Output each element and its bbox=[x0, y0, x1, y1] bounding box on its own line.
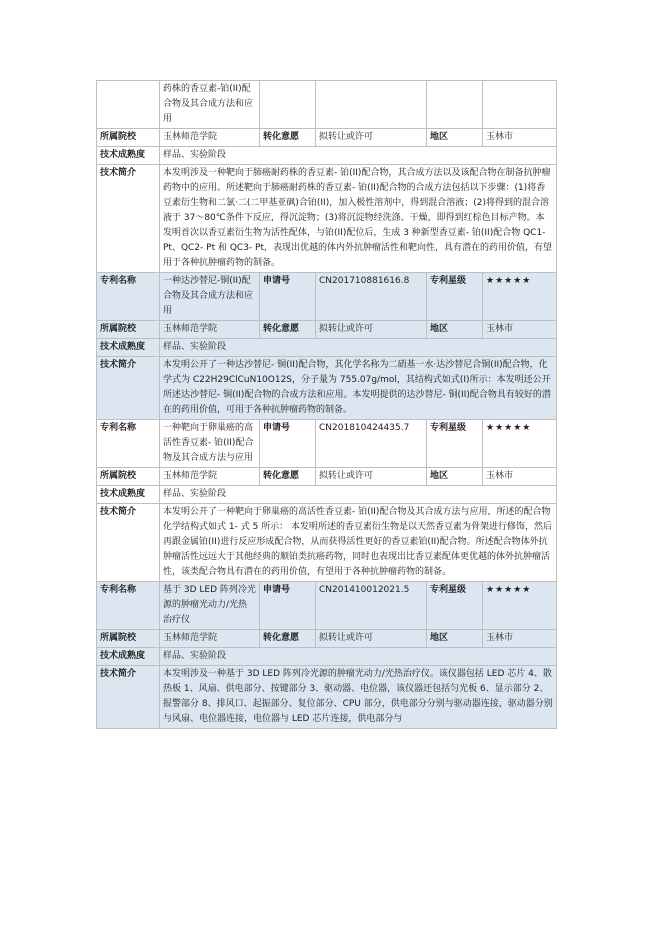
maturity-label: 技术成熟度 bbox=[97, 648, 160, 666]
maturity-label: 技术成熟度 bbox=[97, 486, 160, 504]
college-label: 所属院校 bbox=[97, 630, 160, 648]
patent-document bbox=[96, 80, 556, 729]
summary-row bbox=[97, 666, 557, 729]
patent-table bbox=[96, 80, 557, 729]
application-no-value: CN201810424435.7 bbox=[316, 420, 427, 468]
region-label: 地区 bbox=[427, 129, 483, 147]
summary-row bbox=[97, 504, 557, 582]
star-rating-label: 专利星级 bbox=[427, 582, 483, 630]
maturity-row bbox=[97, 486, 557, 504]
patent-name-row bbox=[97, 582, 557, 630]
college-value: 玉林师范学院 bbox=[160, 129, 260, 147]
maturity-value: 样品、实验阶段 bbox=[160, 486, 557, 504]
empty-cell bbox=[316, 81, 427, 129]
application-no-value: CN201710881616.8 bbox=[316, 273, 427, 321]
patent-name-row bbox=[97, 273, 557, 321]
summary-value: 本发明公开了一种达沙替尼- 铜(II)配合物，其化学名称为二硝基一水·达沙替尼合铜(II)配合物，化学式为 C22H29ClCuN10O12S，分子量为 755.07g/mol，其结构式如式(I)所示：本发明还公开所述达沙替尼- 铜(II)配合物的合成方法和应用。本发明提供的达沙替尼- 铜(II)配合物具有较好的潜在的药用价值，可用于各种抗肿瘤药物的制备。 bbox=[160, 357, 557, 420]
star-rating-value: ★★★★★ bbox=[483, 273, 557, 321]
star-rating-value: ★★★★★ bbox=[483, 420, 557, 468]
summary-label: 技术简介 bbox=[97, 504, 160, 582]
patent-name-label: 专利名称 bbox=[97, 582, 160, 630]
college-value: 玉林师范学院 bbox=[160, 468, 260, 486]
summary-value: 本发明涉及一种基于 3D LED 阵列冷光源的肿瘤光动力/光热治疗仪。该仪器包括 LED 芯片 4、散热板 1、风扇、供电部分、按键部分 3、驱动器、电位器，该仪器还包括匀光板 6、显示部分 2、报警部分 8、排风口、起振部分、复位部分、CPU 部分，供电部分分别与驱动器连接，驱动器分别与风扇、电位器连接，电位器与 LED 芯片连接，供电部分与 bbox=[160, 666, 557, 729]
patent-name-label: 专利名称 bbox=[97, 420, 160, 468]
application-no-label: 申请号 bbox=[260, 420, 316, 468]
empty-cell bbox=[427, 81, 483, 129]
college-value: 玉林师范学院 bbox=[160, 321, 260, 339]
summary-label: 技术简介 bbox=[97, 165, 160, 273]
application-no-label: 申请号 bbox=[260, 273, 316, 321]
summary-row bbox=[97, 165, 557, 273]
region-label: 地区 bbox=[427, 468, 483, 486]
patent-name-value: 药株的香豆素-铂(II)配合物及其合成方法和应用 bbox=[160, 81, 260, 129]
maturity-label: 技术成熟度 bbox=[97, 339, 160, 357]
summary-label: 技术简介 bbox=[97, 357, 160, 420]
transfer-label: 转化意愿 bbox=[260, 468, 316, 486]
college-row bbox=[97, 321, 557, 339]
patent-name-value: 基于 3D LED 阵列冷光源的肿瘤光动力/光热治疗仪 bbox=[160, 582, 260, 630]
empty-cell bbox=[97, 81, 160, 129]
maturity-value: 样品、实验阶段 bbox=[160, 147, 557, 165]
region-label: 地区 bbox=[427, 630, 483, 648]
region-value: 玉林市 bbox=[483, 468, 557, 486]
region-value: 玉林市 bbox=[483, 321, 557, 339]
application-no-value: CN201410012021.5 bbox=[316, 582, 427, 630]
region-value: 玉林市 bbox=[483, 129, 557, 147]
region-value: 玉林市 bbox=[483, 630, 557, 648]
college-row bbox=[97, 129, 557, 147]
star-rating-value: ★★★★★ bbox=[483, 582, 557, 630]
patent-name-row bbox=[97, 81, 557, 129]
maturity-row bbox=[97, 147, 557, 165]
region-label: 地区 bbox=[427, 321, 483, 339]
star-rating-label: 专利星级 bbox=[427, 420, 483, 468]
transfer-value: 拟转让或许可 bbox=[316, 468, 427, 486]
patent-name-row bbox=[97, 420, 557, 468]
maturity-value: 样品、实验阶段 bbox=[160, 339, 557, 357]
maturity-row bbox=[97, 648, 557, 666]
patent-name-value: 一种达沙替尼-铜(II)配合物及其合成方法和应用 bbox=[160, 273, 260, 321]
transfer-value: 拟转让或许可 bbox=[316, 630, 427, 648]
college-label: 所属院校 bbox=[97, 129, 160, 147]
college-label: 所属院校 bbox=[97, 468, 160, 486]
transfer-value: 拟转让或许可 bbox=[316, 129, 427, 147]
maturity-value: 样品、实验阶段 bbox=[160, 648, 557, 666]
college-label: 所属院校 bbox=[97, 321, 160, 339]
patent-name-label: 专利名称 bbox=[97, 273, 160, 321]
college-row bbox=[97, 468, 557, 486]
empty-cell bbox=[260, 81, 316, 129]
transfer-value: 拟转让或许可 bbox=[316, 321, 427, 339]
transfer-label: 转化意愿 bbox=[260, 630, 316, 648]
patent-name-value: 一种靶向于卵巢癌的高活性香豆素- 铂(II)配合物及其合成方法与应用 bbox=[160, 420, 260, 468]
summary-value: 本发明涉及一种靶向于肺癌耐药株的香豆素- 铂(II)配合物，其合成方法以及该配合物在制备抗肿瘤药物中的应用。所述靶向于肺癌耐药株的香豆素- 铂(II)配合物的合成方法包括以下步骤：(1)将香豆素衍生物和二氯·二(二甲基亚砜)合铂(II)，加入极性溶剂中，得到混合溶液；(2)将得到的混合溶液于 37～80℃条件下反应，得沉淀物；(3)将沉淀物经洗涤、干燥，即得到红棕色目标产物。本发明首次以香豆素衍生物为活性配体，与铂(II)配位后，生成 3 种新型香豆素- 铂(II)配合物 QC1- Pt、QC2- Pt 和 QC3- Pt，表现出优越的体内外抗肿瘤活性和靶向性，具有潜在的药用价值，有望用于各种抗肿瘤药物的制备。 bbox=[160, 165, 557, 273]
star-rating-label: 专利星级 bbox=[427, 273, 483, 321]
application-no-label: 申请号 bbox=[260, 582, 316, 630]
maturity-row bbox=[97, 339, 557, 357]
summary-row bbox=[97, 357, 557, 420]
summary-value: 本发明公开了一种靶向于卵巢癌的高活性香豆素- 铂(II)配合物及其合成方法与应用，所述的配合物化学结构式如式 1- 式 5 所示： 本发明所述的香豆素衍生物是以天然香豆素为骨架进行修饰，然后再跟金属铂(II)进行反应形成配合物，从而获得活性更好的香豆素铂(II)配合物。所述配合物体外抗肿瘤活性远远大于其他经典的顺铂类抗癌药物，同时也表现出比香豆素配体更优越的体外抗肿瘤活性，该类配合物具有潜在的药用价值，有望用于各种抗肿瘤药物的制备。 bbox=[160, 504, 557, 582]
college-row bbox=[97, 630, 557, 648]
maturity-label: 技术成熟度 bbox=[97, 147, 160, 165]
empty-cell bbox=[483, 81, 557, 129]
college-value: 玉林师范学院 bbox=[160, 630, 260, 648]
summary-label: 技术简介 bbox=[97, 666, 160, 729]
transfer-label: 转化意愿 bbox=[260, 129, 316, 147]
transfer-label: 转化意愿 bbox=[260, 321, 316, 339]
